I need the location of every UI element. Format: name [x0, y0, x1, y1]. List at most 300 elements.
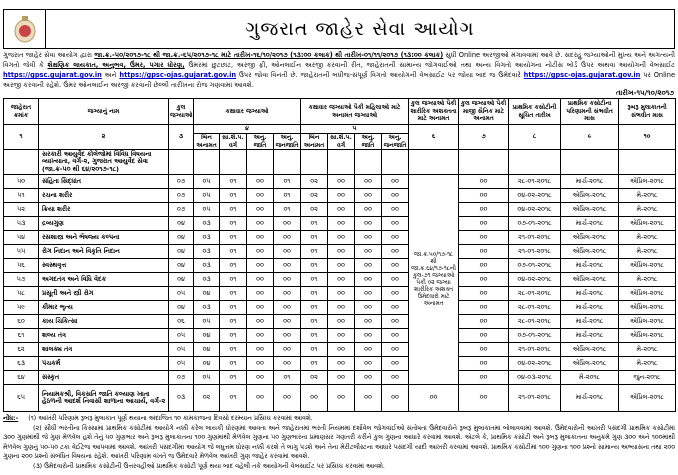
table-row	[4, 371, 676, 385]
ojas-website-link[interactable]: https://gpsc-ojas.gujarat.gov.in	[119, 71, 237, 79]
result-month: એપ્રિલ-૨૦૧૮	[561, 357, 619, 371]
table-row	[4, 357, 676, 371]
exservice-cell: ૦૦	[459, 287, 509, 301]
count-cell: ૦૧	[220, 301, 247, 315]
prelim-date: ૨૮-૦૧-૨૦૧૮	[509, 301, 561, 315]
count-cell: ૦૧	[220, 189, 247, 203]
result-month: એપ્રિલ-૨૦૧૮	[561, 203, 619, 217]
count-cell: ૦૦	[247, 385, 274, 412]
col-number: ૨	[39, 125, 169, 150]
count-cell: ૦૧	[220, 217, 247, 231]
prelim-date: ૨૧-૦૧-૨૦૧૮	[509, 343, 561, 357]
exservice-cell: ૦૦	[459, 343, 509, 357]
count-cell: ૦૩	[194, 273, 220, 287]
count-cell: ૦૦	[328, 245, 355, 259]
result-month: માર્ચ-૨૦૧૮	[561, 287, 619, 301]
count-cell: ૦૧	[220, 385, 247, 412]
count-cell: ૦૦	[355, 357, 382, 371]
result-month: માર્ચ-૨૦૧૮	[561, 315, 619, 329]
prelim-date: ૦૪-૦૨-૨૦૧૮	[509, 357, 561, 371]
gpsc-logo	[4, 10, 46, 48]
count-cell: ૦૫	[169, 343, 194, 357]
count-cell: ૦૨	[301, 371, 328, 385]
post-name: પ્રસૂતી અને સ્ત્રી રોગ	[39, 287, 169, 301]
count-cell: ૦૧	[301, 231, 328, 245]
post-name: પંચકર્મ	[39, 357, 169, 371]
count-cell: ૦૦	[247, 315, 274, 329]
gpsc-website-link[interactable]: https://gpsc.gujarat.gov.in	[3, 71, 102, 79]
result-month: એપ્રિલ-૨૦૧૮	[561, 189, 619, 203]
result-month: માર્ચ-૨૦૧૮	[561, 301, 619, 315]
table-row	[4, 385, 676, 412]
col-catwise: કક્ષાવાર જગ્યાઓ	[194, 99, 301, 125]
count-cell: ૦૦	[355, 203, 382, 217]
count-cell: ૦૦	[247, 217, 274, 231]
advt-number: ૫૩	[4, 217, 39, 231]
count-cell: ૦૦	[328, 329, 355, 343]
post-name: દ્રવ્યગુણ	[39, 217, 169, 231]
count-cell: ૦૦	[247, 203, 274, 217]
post-name: અગદતંત્ર અને વિધિ વૈદક	[39, 273, 169, 287]
count-cell: ૦૧	[274, 371, 301, 385]
prelim-date: ૦૪-૦૨-૨૦૧૮	[509, 273, 561, 287]
count-cell: ૦૦	[274, 245, 301, 259]
note-1: (૧) આખરી પરિણામ રૂબરૂ મુલાકાત પૂર્ણ થયાના અંદાજિત ૧૦ કામકાજના દિવસો દરમ્યાન પ્રસિધ્ધ કરવામાં આવશે.	[28, 415, 313, 422]
count-cell: ૦૧	[274, 203, 301, 217]
advt-number: ૫૮	[4, 287, 39, 301]
col-exservice: કુલ જગ્યાઓ પૈકી માજી સૈનિક માટે અનામત	[459, 99, 509, 125]
col-number: ૪	[194, 125, 301, 134]
count-cell: ૦૦	[274, 273, 301, 287]
sub-sc: અનુ. જાતિ	[355, 134, 382, 150]
count-cell: ૦૦	[382, 259, 409, 273]
count-cell: ૦૧	[301, 315, 328, 329]
count-cell: ૦૭	[169, 189, 194, 203]
count-cell: ૦૧	[220, 273, 247, 287]
col-number: ૭	[459, 125, 509, 150]
count-cell: ૦૦	[328, 343, 355, 357]
interview-month: મે-૨૦૧૮	[619, 273, 676, 287]
count-cell: ૦૦	[247, 231, 274, 245]
count-cell: ૦૦	[355, 301, 382, 315]
col-number: ૯	[561, 125, 619, 150]
count-cell: ૦૪	[169, 259, 194, 273]
col-number: ૮	[509, 125, 561, 150]
value-cell: ૦૦	[459, 385, 509, 412]
intro-text: અને	[101, 71, 120, 79]
count-cell: ૦૦	[382, 315, 409, 329]
count-cell: ૦૦	[355, 273, 382, 287]
intro-text: ઉંમરમાં છુટછાટ, અરજી ફી, ઓનલાઈન અરજી કરવાની રીત, જાહેરાતની સામાન્ય જોગવાઈઓ તથા અન્ય વિગતો આયોગના નોટીસ બોર્ડ ઉપર અથવા આયોગની વેબસાઈટ	[184, 61, 676, 69]
count-cell: ૦૦	[382, 371, 409, 385]
advt-number: ૬૧	[4, 329, 39, 343]
count-cell: ૦૦	[328, 217, 355, 231]
exservice-cell: ૦૦	[459, 245, 509, 259]
result-month: એપ્રિલ-૨૦૧૮	[561, 273, 619, 287]
count-cell: ૦૦	[247, 371, 274, 385]
advt-number: ૬૦	[4, 315, 39, 329]
count-cell: ૦૦	[355, 217, 382, 231]
table-row	[4, 245, 676, 259]
post-name: કૌમાર ભૃત્ય	[39, 301, 169, 315]
post-name: રોગ નિદાન અને વિકૃતિ નિદાન	[39, 245, 169, 259]
post-name: સંહિતા સિદ્ધાંત	[39, 175, 169, 189]
advt-number: ૫૦	[4, 175, 39, 189]
count-cell: ૦૦	[382, 385, 409, 412]
count-cell: ૦૦	[247, 301, 274, 315]
sub-sebc: સા.શૈ.પ. વર્ગ	[220, 134, 247, 150]
count-cell: ૦૪	[194, 343, 220, 357]
post-name: ક્રિયા શરીર	[39, 203, 169, 217]
count-cell: ૦૧	[220, 259, 247, 273]
prelim-date: ૦૪-૦૩-૨૦૧૮	[509, 371, 561, 385]
result-month: એપ્રિલ-૨૦૧૮	[561, 231, 619, 245]
count-cell: ૦૦	[355, 329, 382, 343]
prelim-date: ૨૧-૦૧-૨૦૧૮	[509, 231, 561, 245]
count-cell: ૦૧	[301, 259, 328, 273]
advt-number: ૫૯	[4, 301, 39, 315]
table-row	[4, 189, 676, 203]
count-cell: ૦૩	[194, 231, 220, 245]
count-cell: ૦૫	[194, 371, 220, 385]
exservice-cell: ૦૦	[459, 175, 509, 189]
count-cell: ૦૦	[328, 371, 355, 385]
count-cell: ૦૦	[382, 231, 409, 245]
result-month: એપ્રિલ-૨૦૧૮	[561, 343, 619, 357]
count-cell: ૦૧	[274, 175, 301, 189]
advt-number: ૬૫	[4, 385, 39, 412]
post-name: નિયામકશ્રી, વિકસતિ જાતિ કલ્યાણ ખાતા હેઠળની આદર્શ નિવાસી શાળાના આચાર્ય, વર્ગ-૨	[39, 385, 169, 412]
count-cell: ૦૦	[328, 175, 355, 189]
count-cell: ૦૧	[301, 245, 328, 259]
sub-unreserved: બિન અનામત	[301, 134, 328, 150]
interview-month: એપ્રિલ-૨૦૧૮	[619, 287, 676, 301]
table-row	[4, 343, 676, 357]
interview-month: એપ્રિલ-૨૦૧૮	[619, 301, 676, 315]
count-cell: ૦૦	[328, 259, 355, 273]
note-2: (૨) સીધી ભરતીના કિસ્સામાં પ્રાથમિક કસોટીમાં આયોગે નક્કી કરેલ લાયકી ધોરણમાં આવતા અને જાહેરાતમાં ભરતી નિયમમાં દર્શાવેલ જોગવાઈઓ સંતોષતા ઉમેદવારોને રૂબરૂ મુલાકાતમાં બોલાવવામાં આવશે. ઉમેદવારોની આખરી પસંદગી પ્રાથમિક કસોટીમાં ૩૦૦ ગુણમાંથી જે ગુણ મેળવેલ હશે તેનું ૫૦ ગુણભાર અને રૂબરૂ મુલાકાતના ૧૦૦ ગુણમાંથી મેળવેલ ગુણના ૫૦ ગુણભારના પ્રમાણસર ગણતરી કરીને કુલ ગુણના આધારે કરવામાં આવશે. એટલે કે, પ્રાથમિક કસોટી અને રૂબરૂ મુલાકાતના અનુક્રમે ગુણ ૩૦૦ અને ૧૦૦માંથી મેળવેલ ગુણનું ૫૦-૫૦ ટકા વેઈટેજ આપવામાં આવશે. આખરી પસંદગીમાં આયોગ જે લઘુત્તમ ધોરણ નક્કી કરશે તે લાગુ પડશે અને તેના મેરીટલીસ્ટના આધારે પસંદગી યાદી આખરી કરવામાં આવશે. પ્રાથમિક કસોટીમાં ૧૦૦ ગુણના ૧૦૦ પ્રશ્નો સામાન્ય અભ્યાસના તથા ૨૦૦ ગુણના ૨૦૦ પ્રશ્નો સંબંધિત વિષયના રહેશે. આખરી પરિણામ વખતે જ ઉમેદવારે મેળવેલ આખરી ગુણ જાહેર કરવામાં આવશે.	[3, 424, 675, 461]
prelim-date: ૦૪-૦૨-૨૦૧૮	[509, 189, 561, 203]
page-title: ગુજરાત જાહેર સેવા આયોગ	[245, 18, 475, 40]
count-cell: ૦૧	[220, 287, 247, 301]
table-row	[4, 175, 676, 189]
count-cell: ૦૪	[169, 217, 194, 231]
interview-month: એપ્રિલ-૨૦૧૮	[619, 217, 676, 231]
post-name: શલ્ય તંત્ર	[39, 329, 169, 343]
notes-label: નોંધ:-	[3, 415, 19, 422]
exservice-cell: ૦૦	[459, 259, 509, 273]
count-cell: ૦૧	[220, 343, 247, 357]
col-result-month: પ્રાથમિક કસોટીના પરિણામની સંભવીત માસ	[561, 99, 619, 125]
count-cell: ૦૧	[220, 329, 247, 343]
prelim-date: ૦૪-૦૨-૨૦૧૮	[509, 203, 561, 217]
count-cell: ૦૦	[355, 343, 382, 357]
exservice-cell: ૦૦	[459, 273, 509, 287]
table-row	[4, 217, 676, 231]
count-cell: ૦૦	[328, 385, 355, 412]
count-cell: ૦૧	[220, 231, 247, 245]
col-number: ૬	[409, 125, 459, 150]
post-name: કાય ચિકિત્સા	[39, 315, 169, 329]
exservice-cell: ૦૦	[459, 371, 509, 385]
advt-number: ૫૬	[4, 259, 39, 273]
table-row	[4, 329, 676, 343]
interview-month: મે-૨૦૧૮	[619, 203, 676, 217]
sub-st: અનુ. જનજાતિ	[274, 134, 301, 150]
vacancy-table	[3, 98, 676, 412]
count-cell: ૦૨	[301, 175, 328, 189]
count-cell: ૦૧	[220, 357, 247, 371]
count-cell: ૦૧	[301, 357, 328, 371]
interview-month: મે-૨૦૧૮	[619, 245, 676, 259]
count-cell: ૦૦	[274, 259, 301, 273]
note-3: (૩) ઉમેદવારોની પ્રાથમિક કસોટીની ઉત્તરવહીઓ પ્રાથમિક કસોટી પૂર્ણ થયા બાદ વહેલી તકે આયોગની વેબસાઈટ પર પ્રસિધ્ધ કરવામાં આવશે.	[33, 462, 385, 470]
ojas-apply-link[interactable]: https://gpsc-ojas.gujarat.gov.in	[523, 71, 641, 79]
count-cell: ૦૦	[382, 189, 409, 203]
count-cell: ૦૪	[194, 287, 220, 301]
count-cell: ૦૦	[328, 189, 355, 203]
count-cell: ૦૫	[169, 357, 194, 371]
result-month: માર્ચ-૨૦૧૮	[561, 259, 619, 273]
col-number: ૫	[301, 125, 409, 134]
prelim-date: ૨૮-૦૧-૨૦૧૮	[509, 315, 561, 329]
count-cell: ૦૫	[169, 329, 194, 343]
col-disabled: કુલ જગ્યાઓ પૈકી શારીરિક અશક્તતા માટે અનામત	[409, 99, 459, 125]
exservice-cell: ૦૦	[459, 315, 509, 329]
count-cell: ૦૧	[301, 343, 328, 357]
advt-number: ૬૩	[4, 357, 39, 371]
count-cell: ૦૪	[169, 273, 194, 287]
intro-details: શૈક્ષણિક લાયકાત, અનુભવ, ઉંમર, પગાર ધોરણ,	[47, 61, 185, 69]
count-cell: ૦૧	[301, 329, 328, 343]
intro-text: પર Online અરજી કરવાની રહેશે. ઉંમર ઓનલાઈન અરજી કરવાની છેલ્લી તારીખના રોજ ગણવામાં આવશે.	[3, 71, 675, 89]
count-cell: ૦૪	[194, 357, 220, 371]
table-row	[4, 231, 676, 245]
count-cell: ૦૦	[382, 357, 409, 371]
count-cell: ૦૪	[169, 245, 194, 259]
count-cell: ૦૦	[247, 329, 274, 343]
post-name: સ્વસ્થવૃત્ત	[39, 259, 169, 273]
advt-number: ૫૨	[4, 203, 39, 217]
value-cell: ૦૦	[409, 385, 459, 412]
count-cell: ૦૦	[355, 385, 382, 412]
col-kramank: જાહેરાત ક્રમાંક	[4, 99, 39, 125]
count-cell: ૦૦	[274, 217, 301, 231]
advt-number: ૫૧	[4, 189, 39, 203]
value-cell: એપ્રિલ-૨૦૧૮	[619, 385, 676, 412]
count-cell: ૦૦	[247, 175, 274, 189]
sub-sc: અનુ. જાતિ	[247, 134, 274, 150]
count-cell: ૦૧	[301, 273, 328, 287]
count-cell: ૦૩	[194, 245, 220, 259]
count-cell: ૦૧	[301, 287, 328, 301]
table-row	[4, 301, 676, 315]
count-cell: ૦૬	[169, 315, 194, 329]
count-cell: ૦૦	[382, 273, 409, 287]
prelim-date: ૨૧-૦૧-૨૦૧૮	[509, 245, 561, 259]
count-cell: ૦૦	[355, 315, 382, 329]
table-row	[4, 259, 676, 273]
count-cell: ૦૦	[382, 287, 409, 301]
count-cell: ૦૧	[274, 189, 301, 203]
table-row	[4, 315, 676, 329]
count-cell: ૦૦	[328, 357, 355, 371]
intro-text: ગુજરાત જાહેર સેવા આયોગ દ્વારા	[3, 51, 95, 59]
count-cell: ૦૦	[382, 329, 409, 343]
col-number: ૧૦	[619, 125, 676, 150]
result-month: માર્ચ-૨૦૧૮	[561, 329, 619, 343]
sub-unreserved: બિન અનામત	[194, 134, 220, 150]
prelim-date: ૨૮-૦૧-૨૦૧૮	[509, 287, 561, 301]
count-cell: ૦૦	[328, 315, 355, 329]
count-cell: ૦૦	[247, 357, 274, 371]
col-women: કક્ષાવાર જગ્યાઓ પૈકી મહિલાઓ માટે અનામત જગ્યાઓ	[301, 99, 409, 125]
interview-month: એપ્રિલ-૨૦૧૮	[619, 329, 676, 343]
col-number: ૩	[169, 125, 194, 150]
advt-number: ૫૪	[4, 231, 39, 245]
post-name: રસશાસ્ત્ર અને ભૈષજ્ય કલ્પના	[39, 231, 169, 245]
interview-month: મે-૨૦૧૮	[619, 231, 676, 245]
post-name: રચના શરીર	[39, 189, 169, 203]
prelim-date: ૦૭-૦૧-૨૦૧૮	[509, 259, 561, 273]
exservice-cell: ૦૦	[459, 301, 509, 315]
count-cell: ૦૦	[301, 385, 328, 412]
count-cell: ૦૦	[355, 231, 382, 245]
advt-number: ૫૭	[4, 273, 39, 287]
count-cell: ૦૨	[194, 385, 220, 412]
count-cell: ૦૪	[169, 231, 194, 245]
col-interview-month: રૂબરૂ મુલાકાતની સંભવીત માસ	[619, 99, 676, 125]
prelim-date: ૨૮-૦૧-૨૦૧૮	[509, 175, 561, 189]
count-cell: ૦૧	[220, 245, 247, 259]
col-prelim-date: પ્રાથમિક કસોટીની સૂચિત તારીખ	[509, 99, 561, 125]
table-row	[4, 287, 676, 301]
count-cell: ૦૫	[194, 189, 220, 203]
advt-number: ૫૫	[4, 245, 39, 259]
count-cell: ૦૫	[169, 287, 194, 301]
count-cell: ૦૦	[247, 287, 274, 301]
count-cell: ૦૦	[274, 357, 301, 371]
count-cell: ૦૨	[301, 203, 328, 217]
count-cell: ૦૦	[328, 287, 355, 301]
advt-number: ૬૨	[4, 343, 39, 357]
count-cell: ૦૫	[194, 203, 220, 217]
prelim-date: ૦૭-૦૧-૨૦૧૮	[509, 217, 561, 231]
intro-text: ઉપર જોવા વિનંતી છે. જાહેરાતની બધીજ-સંપૂર્ણ વિગતો આયોગની વેબસાઈટ પર જોયા બાદ જ ઉમેદવારે	[236, 71, 524, 79]
value-cell: ૨૧-૦૧-૨૦૧૮	[509, 385, 561, 412]
count-cell: ૦૦	[382, 175, 409, 189]
count-cell: ૦૪	[169, 301, 194, 315]
interview-month: મે-૨૦૧૮	[619, 343, 676, 357]
count-cell: ૦૦	[382, 217, 409, 231]
count-cell: ૦૧	[220, 371, 247, 385]
interview-month: મે-૨૦૧૮	[619, 189, 676, 203]
count-cell: ૦૦	[274, 385, 301, 412]
count-cell: ૦૭	[169, 371, 194, 385]
count-cell: ૦૦	[247, 245, 274, 259]
result-month: એપ્રિલ-૨૦૧૮	[561, 245, 619, 259]
result-month: માર્ચ-૨૦૧૮	[561, 175, 619, 189]
count-cell: ૦૫	[194, 175, 220, 189]
table-row	[4, 273, 676, 287]
post-name: શાલક્ય તંત્ર	[39, 343, 169, 357]
group-title-row	[4, 150, 676, 175]
col-number: ૧	[4, 125, 39, 150]
intro-text: સુધી Online અરજીઓ મંગાવવામાં આવે છે. સદરહુ જગ્યાઓની મુખ્ય અને અગત્યની વિગતો જેવી કે	[3, 51, 675, 69]
exservice-cell: ૦૦	[459, 217, 509, 231]
count-cell: ૦૦	[355, 287, 382, 301]
exservice-cell: ૦૦	[459, 189, 509, 203]
count-cell: ૦૨	[301, 189, 328, 203]
count-cell: ૦૦	[355, 371, 382, 385]
count-cell: ૦૦	[328, 273, 355, 287]
result-month: મે-૨૦૧૮	[561, 371, 619, 385]
count-cell: ૦૦	[274, 329, 301, 343]
result-month: માર્ચ-૨૦૧૮	[561, 217, 619, 231]
count-cell: ૦૦	[274, 231, 301, 245]
interview-month: મે-૨૦૧૮	[619, 357, 676, 371]
col-name: જગ્યાનું નામ	[39, 99, 169, 125]
count-cell: ૦૦	[355, 245, 382, 259]
count-cell: ૦૧	[220, 203, 247, 217]
post-name: સંસ્કૃત	[39, 371, 169, 385]
count-cell: ૦૦	[328, 301, 355, 315]
count-cell: ૦૦	[355, 175, 382, 189]
interview-month: એપ્રિલ-૨૦૧૮	[619, 259, 676, 273]
value-cell: માર્ચ-૨૦૧૮	[561, 385, 619, 412]
count-cell: ૦૩	[194, 301, 220, 315]
count-cell: ૦૩	[169, 385, 194, 412]
count-cell: ૦૩	[194, 217, 220, 231]
count-cell: ૦૦	[247, 259, 274, 273]
count-cell: ૦૦	[274, 343, 301, 357]
count-cell: ૦૦	[274, 301, 301, 315]
exservice-cell: ૦૦	[459, 231, 509, 245]
exservice-cell: ૦૦	[459, 357, 509, 371]
sub-sebc: સા.શૈ.પ. વર્ગ	[328, 134, 355, 150]
count-cell: ૦૦	[355, 189, 382, 203]
table-row	[4, 203, 676, 217]
intro-paragraph	[3, 50, 675, 90]
count-cell: ૦૦	[382, 343, 409, 357]
count-cell: ૦૪	[194, 329, 220, 343]
count-cell: ૦૦	[382, 203, 409, 217]
prelim-date: ૦૭-૦૧-૨૦૧૮	[509, 329, 561, 343]
count-cell: ૦૦	[247, 343, 274, 357]
count-cell: ૦૦	[328, 231, 355, 245]
count-cell: ૦૦	[274, 315, 301, 329]
count-cell: ૦૦	[247, 189, 274, 203]
col-total: કુલ જગ્યાઓ	[169, 99, 194, 125]
count-cell: ૦૦	[328, 203, 355, 217]
exservice-cell: ૦૦	[459, 329, 509, 343]
count-cell: ૦૫	[194, 315, 220, 329]
count-cell: ૦૩	[194, 259, 220, 273]
count-cell: ૦૦	[382, 245, 409, 259]
interview-month: એપ્રિલ-૨૦૧૮	[619, 315, 676, 329]
notice-date: તારીખ-૧૫/૧૦/૨૦૧૭	[615, 89, 674, 97]
count-cell: ૦૧	[220, 315, 247, 329]
sub-st: અનુ. જનજાતિ	[382, 134, 409, 150]
count-cell: ૦૦	[355, 259, 382, 273]
count-cell: ૦૦	[382, 301, 409, 315]
count-cell: ૦૦	[274, 287, 301, 301]
group-title: સરકારી આયુર્વેદ કોલેજોમાં વિવિધ વિષયના વ્યાખ્યાતા, વર્ગ-૨, ગુજરાત આયુર્વેદ સેવા (જા.ક્ર-૫૦ થી ૬૪/૨૦૧૭-૧૮)	[39, 150, 169, 175]
count-cell: ૦૧	[220, 175, 247, 189]
header-banner	[3, 9, 675, 49]
disabled-reservation-note: જા.ક્ર.૫૦/૧૭-૧૮ થી જા.ક્ર.૬૪/૧૭-૧૮ની કુલ-૭૧ જગ્યાઓ પૈકી ૦૨ જગ્યા શારીરિક અશક્ત ઉમેદવારો માટે અનામત	[409, 175, 459, 385]
notes-section	[3, 414, 675, 472]
